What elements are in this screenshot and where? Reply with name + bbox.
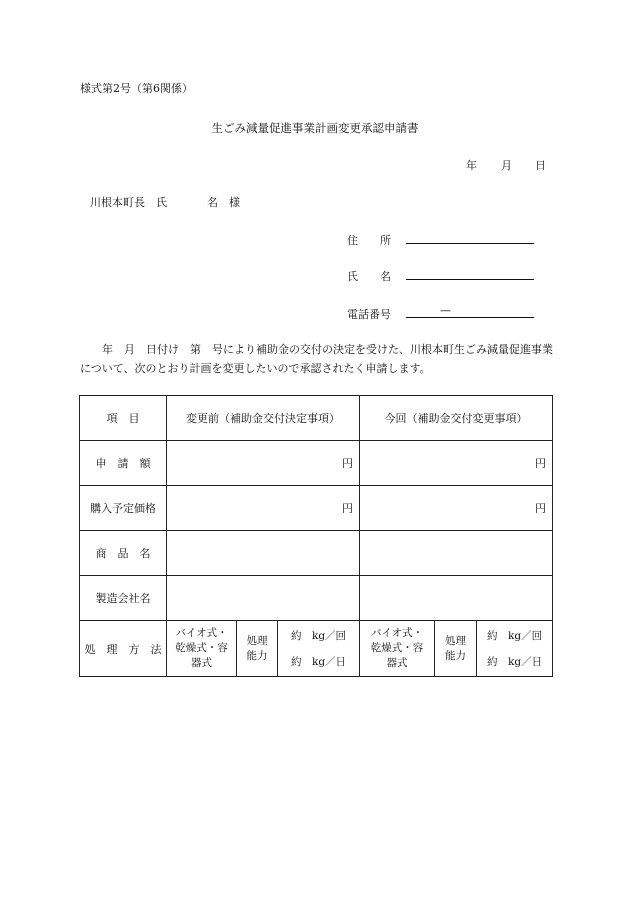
- manufacturer-after[interactable]: [360, 576, 553, 621]
- row-label-planned-price: 購入予定価格: [80, 486, 167, 531]
- date-year: 年: [466, 159, 477, 172]
- header-after: 今回（補助金交付変更事項）: [360, 396, 553, 441]
- per-time-before: 約 kg／回: [290, 629, 347, 642]
- row-label-method: 処 理 方 法: [80, 621, 167, 677]
- phone-label: 電話番号: [347, 308, 391, 321]
- address-label: 住 所: [347, 234, 391, 247]
- row-label-manufacturer: 製造会社名: [80, 576, 167, 621]
- table-row: [80, 531, 553, 576]
- manufacturer-before[interactable]: [167, 576, 360, 621]
- name-label: 氏 名: [347, 270, 391, 283]
- table-row: [80, 576, 553, 621]
- capacity-values-before[interactable]: [278, 621, 360, 677]
- product-name-before[interactable]: [167, 531, 360, 576]
- addressee-name: 名 様: [207, 196, 240, 209]
- table-row: [80, 621, 553, 677]
- per-time-after: 約 kg／回: [486, 629, 543, 642]
- date-day: 日: [535, 159, 546, 172]
- method-types-after[interactable]: [360, 621, 435, 677]
- planned-price-after[interactable]: 円: [360, 486, 553, 531]
- method-types-before[interactable]: [167, 621, 237, 677]
- per-day-before: 約 kg／日: [290, 655, 347, 668]
- address-field[interactable]: [406, 229, 534, 244]
- application-table: [79, 395, 553, 677]
- name-field[interactable]: [406, 265, 534, 280]
- application-amount-before[interactable]: 円: [167, 441, 360, 486]
- capacity-label-text: 処理能力: [445, 634, 467, 662]
- phone-field[interactable]: [406, 303, 534, 318]
- date-month: 月: [501, 159, 512, 172]
- capacity-values-after[interactable]: [477, 621, 553, 677]
- capacity-label-after: [435, 621, 477, 677]
- addressee-title: 川根本町長 氏: [90, 196, 167, 209]
- phone-separator: —: [440, 304, 451, 317]
- method-types-text: バイオ式・乾燥式・容器式: [370, 627, 424, 669]
- per-day-after: 約 kg／日: [486, 655, 543, 668]
- table-row: [80, 486, 553, 531]
- document-title: 生ごみ減量促進事業計画変更承認申請書: [211, 121, 419, 135]
- table-header-row: [80, 396, 553, 441]
- capacity-label-text: 処理能力: [246, 634, 268, 662]
- table-row: [80, 441, 553, 486]
- form-number: 様式第2号（第6関係）: [80, 82, 193, 95]
- method-types-text: バイオ式・乾燥式・容器式: [175, 627, 228, 669]
- capacity-label-before: [237, 621, 278, 677]
- header-before: 変更前（補助金交付決定事項）: [167, 396, 360, 441]
- planned-price-before[interactable]: 円: [167, 486, 360, 531]
- header-item: 項 目: [80, 396, 167, 441]
- application-amount-after[interactable]: 円: [360, 441, 553, 486]
- body-text: 年 月 日付け 第 号により補助金の交付の決定を受けた、川根本町生ごみ減量促進事業について、次のとおり計画を変更したいので承認されたく申請します。: [80, 343, 553, 375]
- product-name-after[interactable]: [360, 531, 553, 576]
- row-label-application-amount: 申 請 額: [80, 441, 167, 486]
- row-label-product-name: 商 品 名: [80, 531, 167, 576]
